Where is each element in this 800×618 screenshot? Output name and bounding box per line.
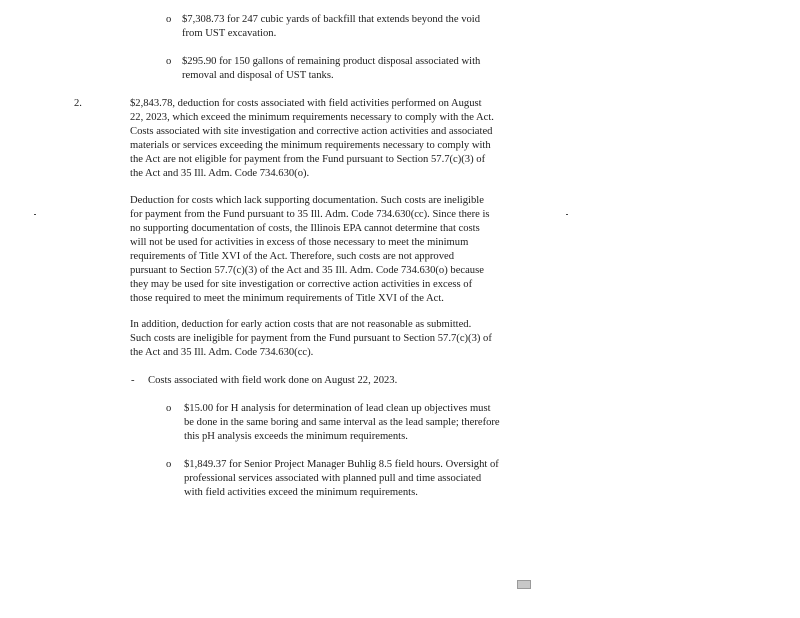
bullet-marker: o <box>166 56 172 67</box>
text-line: the Act are not eligible for payment from the Fund pursuant to Section 57.7(c)(3) of <box>130 154 486 165</box>
text-line: pursuant to Section 57.7(c)(3) of the Act and 35 Ill. Adm. Code 734.630(o) because <box>130 265 484 276</box>
bullet-text-project-manager <box>184 458 554 500</box>
text-line: the Act and 35 Ill. Adm. Code 734.630(o). <box>130 168 310 179</box>
text-line: with field activities exceed the minimum requirements. <box>184 487 418 498</box>
text-line: $1,849.37 for Senior Project Manager Buhlig 8.5 field hours. Oversight of <box>184 459 499 470</box>
text-line: Deduction for costs which lack supporting documentation. Such costs are ineligible <box>130 195 484 206</box>
text-line: requirements of Title XVI of the Act. Therefore, such costs are not approved <box>130 251 455 262</box>
text-line: those required to meet the minimum requirements of Title XVI of the Act. <box>130 293 444 304</box>
text-line: removal and disposal of UST tanks. <box>182 70 334 81</box>
bullet-marker: o <box>166 459 172 470</box>
paragraph-supporting-documentation <box>130 194 550 306</box>
text-line: this pH analysis exceeds the minimum requirements. <box>184 431 408 442</box>
bullet-marker: o <box>166 403 172 414</box>
text-line: $7,308.73 for 247 cubic yards of backfill that extends beyond the void <box>182 14 481 25</box>
bullet-text-backfill <box>182 13 542 41</box>
text-line: $295.90 for 150 gallons of remaining product disposal associated with <box>182 56 481 67</box>
text-line: materials or services exceeding the minimum requirements necessary to comply with <box>130 140 491 151</box>
paragraph-field-activities-deduction <box>130 97 550 181</box>
text-line: be done in the same boring and same interval as the lead sample; therefore <box>184 417 500 428</box>
page-stamp-mark <box>517 580 531 589</box>
dash-marker: - <box>131 375 135 386</box>
text-line: 22, 2023, which exceed the minimum requirements necessary to comply with the Act. <box>130 112 494 123</box>
text-line: Such costs are ineligible for payment from the Fund pursuant to Section 57.7(c)(3) of <box>130 333 492 344</box>
text-line: for payment from the Fund pursuant to 35 Ill. Adm. Code 734.630(cc). Since there is <box>130 209 490 220</box>
paragraph-early-action-costs <box>130 318 550 360</box>
dash-item-text: Costs associated with field work done on August 22, 2023. <box>148 375 398 386</box>
text-line: no supporting documentation of costs, the Illinois EPA cannot determine that costs <box>130 223 480 234</box>
text-line: they may be used for site investigation or corrective action activities in excess of <box>130 279 473 290</box>
text-line: will not be used for activities in excess of those necessary to meet the minimum <box>130 237 469 248</box>
text-line: In addition, deduction for early action costs that are not reasonable as submitted. <box>130 319 472 330</box>
text-line: the Act and 35 Ill. Adm. Code 734.630(cc). <box>130 347 314 358</box>
text-line: Costs associated with site investigation and corrective action activities and associated <box>130 126 493 137</box>
text-line: from UST excavation. <box>182 28 277 39</box>
bullet-text-product-disposal <box>182 55 542 83</box>
bullet-text-ph-analysis <box>184 402 554 444</box>
text-line: $2,843.78, deduction for costs associated with field activities performed on August <box>130 98 482 109</box>
item-number: 2. <box>74 98 82 109</box>
scan-speck <box>566 214 568 215</box>
text-line: $15.00 for H analysis for determination of lead clean up objectives must <box>184 403 491 414</box>
bullet-marker: o <box>166 14 172 25</box>
scan-speck <box>34 214 36 215</box>
text-line: professional services associated with planned pull and time associated <box>184 473 482 484</box>
